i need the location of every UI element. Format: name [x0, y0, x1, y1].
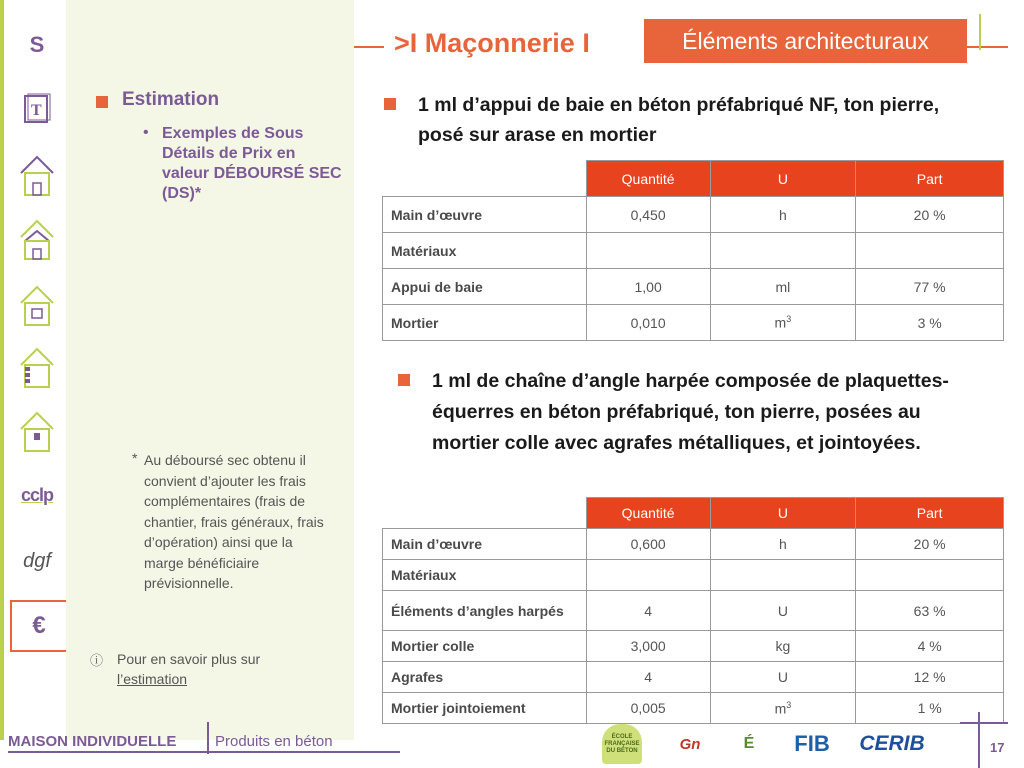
row-qty: 0,450 — [586, 197, 710, 233]
table-row — [383, 662, 1004, 693]
info-text — [117, 649, 317, 689]
row-qty: 0,600 — [586, 529, 710, 560]
info-icon: ⓘ — [90, 653, 104, 668]
sidebar-item-s-label: S — [29, 32, 45, 57]
row-unit: kg — [710, 631, 856, 662]
page-corner-hline — [960, 722, 1008, 724]
table-row — [383, 693, 1004, 724]
table-header-row — [383, 161, 1004, 197]
page-corner-vline — [978, 712, 980, 768]
footer-separator — [207, 722, 209, 754]
house-door-icon — [17, 409, 57, 453]
row-unit — [710, 693, 856, 724]
unit-base: m — [774, 700, 787, 717]
row-label: Agrafes — [383, 662, 587, 693]
unit-base: m — [774, 314, 787, 331]
row-part: 12 % — [856, 662, 1004, 693]
house-window-icon — [17, 283, 57, 327]
row-unit: h — [710, 529, 856, 560]
row-unit: U — [710, 591, 856, 631]
row-part: 4 % — [856, 631, 1004, 662]
row-label: Matériaux — [383, 560, 587, 591]
row-unit: ml — [710, 269, 856, 305]
row-qty: 4 — [586, 662, 710, 693]
row-part — [856, 560, 1004, 591]
sidebar-item-cclp[interactable] — [12, 470, 62, 520]
table-row — [383, 233, 1004, 269]
section2-table — [382, 497, 1004, 724]
col-quantite: Quantité — [586, 161, 710, 197]
sidebar-item-dgf[interactable] — [12, 536, 62, 586]
section1-table — [382, 160, 1004, 341]
row-qty: 0,010 — [586, 305, 710, 341]
row-part: 1 % — [856, 693, 1004, 724]
row-label: Mortier jointoiement — [383, 693, 587, 724]
col-quantite: Quantité — [586, 498, 710, 529]
unit-exponent: 3 — [786, 699, 792, 710]
row-part: 20 % — [856, 529, 1004, 560]
section1-heading: 1 ml d’appui de baie en béton préfabriqué NF, ton pierre, posé sur arase en mortier — [418, 94, 940, 146]
cclp-label: cclp — [20, 484, 54, 505]
fib-logo: FIB — [794, 731, 830, 756]
footer-brand: MAISON INDIVIDUELLE — [8, 733, 177, 750]
dgf-label: dgf — [23, 549, 51, 572]
partner-logos — [600, 724, 940, 768]
sidebar-item-t[interactable] — [12, 84, 62, 134]
row-qty — [586, 233, 710, 269]
cerib-logo: CERIB — [859, 732, 925, 755]
house-icon — [17, 153, 57, 197]
row-label: Appui de baie — [383, 269, 587, 305]
sidebar-item-house-5[interactable] — [12, 406, 62, 456]
table-row — [383, 591, 1004, 631]
row-part: 3 % — [856, 305, 1004, 341]
estimation-subitem: Exemples de Sous Détails de Prix en valeur DÉBOURSÉ SEC (DS)* — [162, 125, 342, 202]
row-qty: 3,000 — [586, 631, 710, 662]
row-label: Mortier — [383, 305, 587, 341]
row-part: 77 % — [856, 269, 1004, 305]
unit-exponent: 3 — [786, 314, 792, 325]
table-row — [383, 197, 1004, 233]
col-part: Part — [856, 161, 1004, 197]
sidebar-item-house-4[interactable] — [12, 342, 62, 392]
sidebar-item-house-3[interactable] — [12, 280, 62, 330]
row-label: Éléments d’angles harpés — [383, 591, 587, 631]
sub-bullet: • — [143, 124, 149, 141]
header-vertical-rule — [979, 14, 981, 50]
row-unit — [710, 560, 856, 591]
house-roof-icon — [17, 217, 57, 261]
left-panel — [66, 0, 354, 740]
row-label: Main d’œuvre — [383, 197, 587, 233]
row-unit — [710, 233, 856, 269]
house-wall-icon — [17, 345, 57, 389]
table-row — [383, 305, 1004, 341]
row-part — [856, 233, 1004, 269]
info-text-label: Pour en savoir plus sur — [117, 651, 261, 667]
footer-product: Produits en béton — [215, 733, 333, 750]
book-t-icon — [22, 93, 52, 125]
col-part: Part — [856, 498, 1004, 529]
ecole-beton-logo: ÉCOLE FRANÇAISE DU BÉTON — [602, 724, 642, 764]
table-header-empty — [383, 498, 587, 529]
table-header-row — [383, 498, 1004, 529]
row-label: Mortier colle — [383, 631, 587, 662]
estimation-link[interactable]: l’estimation — [117, 671, 188, 687]
row-unit: U — [710, 662, 856, 693]
row-qty: 0,005 — [586, 693, 710, 724]
footnote-text: Au déboursé sec obtenu il convient d’ajouter les frais complémentaires (frais de chantier, frais généraux, frais d’opération) ainsi que la marge bénéficiaire prévisionnelle. — [144, 452, 324, 591]
row-unit: h — [710, 197, 856, 233]
row-label: Main d’œuvre — [383, 529, 587, 560]
row-qty: 1,00 — [586, 269, 710, 305]
row-unit — [710, 305, 856, 341]
table-row — [383, 631, 1004, 662]
gn-logo: Gn — [679, 735, 701, 753]
row-qty — [586, 560, 710, 591]
row-part: 20 % — [856, 197, 1004, 233]
page-number: 17 — [990, 740, 1005, 755]
svg-text:T: T — [31, 102, 42, 119]
sidebar-item-s[interactable] — [12, 20, 62, 70]
table-header-empty — [383, 161, 587, 197]
eco-label-logo: É — [743, 735, 755, 752]
estimation-bullet — [96, 96, 108, 108]
row-part: 63 % — [856, 591, 1004, 631]
col-unite: U — [710, 161, 856, 197]
sidebar-item-house-1[interactable] — [12, 150, 62, 200]
euro-icon: € — [32, 612, 46, 639]
header-section-title: >I Maçonnerie I — [384, 22, 648, 64]
footnote-star: * — [132, 450, 138, 466]
row-qty: 4 — [586, 591, 710, 631]
row-label: Matériaux — [383, 233, 587, 269]
table-row — [383, 269, 1004, 305]
table-row — [383, 529, 1004, 560]
footer-rule — [8, 751, 400, 753]
section2-bullet — [398, 374, 410, 386]
sidebar-item-house-2[interactable] — [12, 214, 62, 264]
table-row — [383, 560, 1004, 591]
sidebar-item-euro[interactable] — [10, 600, 68, 652]
section1-bullet — [384, 98, 396, 110]
estimation-title: Estimation — [122, 89, 220, 110]
section2-heading: 1 ml de chaîne d’angle harpée composée de plaquettes-équerres en béton préfabriqué, ton pierre, posées au mortier colle avec agrafes métalliques, et jointoyées. — [432, 370, 949, 454]
sidebar — [4, 0, 67, 740]
col-unite: U — [710, 498, 856, 529]
header-subsection-title: Éléments architecturaux — [644, 19, 967, 63]
